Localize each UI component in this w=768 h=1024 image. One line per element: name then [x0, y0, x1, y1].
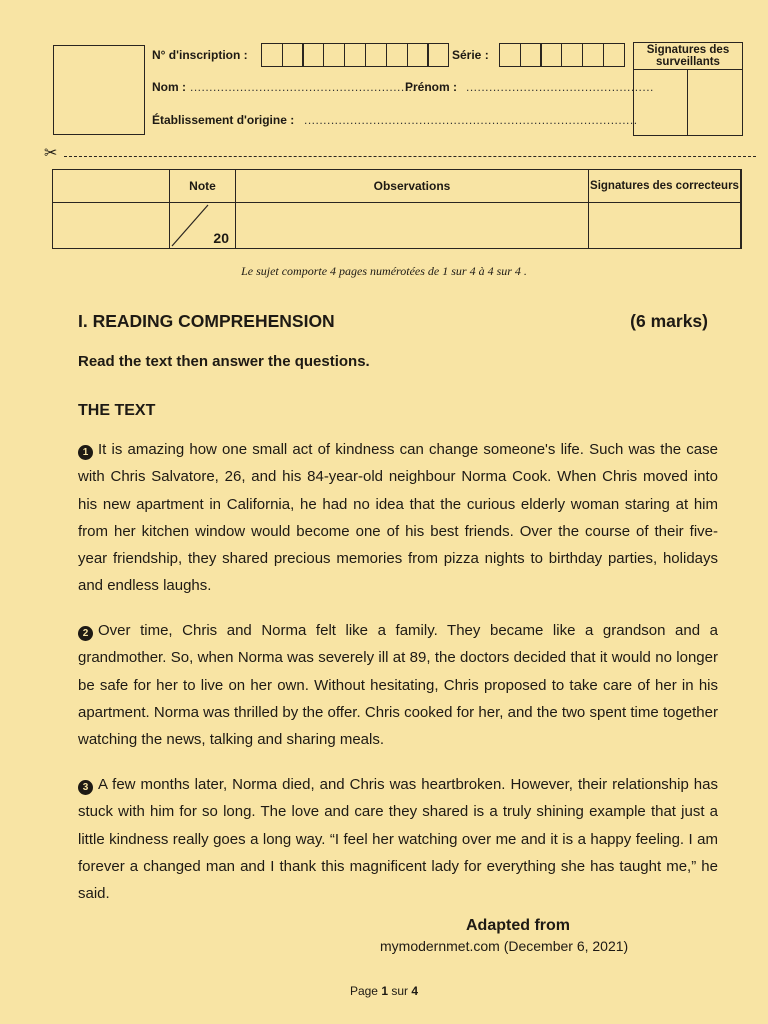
- source-citation: mymodernmet.com (December 6, 2021): [380, 938, 629, 954]
- scissors-icon: ✂: [44, 145, 58, 162]
- inscription-number-cells[interactable]: [262, 43, 449, 67]
- marks-table: [52, 169, 742, 249]
- page-total: 4: [411, 984, 419, 998]
- page-count-note: Le sujet comporte 4 pages numérotées de 1 sur 4 à 4 sur 4 .: [241, 264, 527, 278]
- paragraph-1: [78, 436, 718, 600]
- empty-spacer-cell: [741, 203, 742, 249]
- text-heading: THE TEXT: [78, 402, 156, 419]
- page-current: 1: [381, 984, 388, 998]
- observations-cell[interactable]: [236, 203, 589, 249]
- etablissement-field[interactable]: .......................................................................................: [304, 113, 638, 127]
- serie-cells[interactable]: [500, 43, 625, 67]
- section-marks: (6 marks): [630, 311, 708, 331]
- paragraph-text: It is amazing how one small act of kindness can change someone's life. Such was the case with Chris Salvatore, 26, and his 84-year-old neighbour Norma Cook. When Chris moved into his new apartment in California, he had no idea that the curious elderly woman staring at him from her kitchen window would become one of his best friends. Over the course of their five-year friendship, they shared precious memories from pizza nights to birthday parties, holidays and endless laughs.: [78, 441, 718, 595]
- page-sur: sur: [391, 984, 409, 998]
- note-total: 20: [213, 230, 229, 246]
- nom-field[interactable]: ...........................................................: [190, 80, 417, 94]
- paragraph-number-icon: 3: [78, 780, 93, 795]
- instruction: Read the text then answer the questions.: [78, 353, 370, 370]
- blank-header-cell: [53, 170, 170, 203]
- signature-divider: [687, 70, 688, 135]
- dashed-divider: [64, 156, 756, 157]
- nom-label: Nom :: [152, 80, 186, 94]
- cut-line: [44, 145, 756, 162]
- paragraph-2: [78, 617, 718, 753]
- paragraph-number-icon: 1: [78, 445, 93, 460]
- correcteurs-signature-header: Signatures des correcteurs: [589, 170, 741, 203]
- section-title: I. READING COMPREHENSION: [78, 311, 335, 331]
- surveillants-signature-box: [633, 42, 743, 136]
- paragraph-number-icon: 2: [78, 626, 93, 641]
- etablissement-label: Établissement d'origine :: [152, 113, 295, 127]
- photo-box: [53, 45, 145, 135]
- prenom-label: Prénom :: [405, 80, 458, 94]
- serie-label: Série :: [452, 48, 489, 62]
- paragraph-text: Over time, Chris and Norma felt like a family. They became like a grandson and a grandmother. So, when Norma was severely ill at 89, the doctors decided that it would no longer be safe for her to live on her own. Without hesitating, Chris proposed to take care of her in his apartment. Norma was thrilled by the offer. Chris cooked for her, and the two spent time together watching the news, talking and sharing meals.: [78, 622, 718, 749]
- empty-spacer-cell: [741, 170, 742, 203]
- adapted-from: Adapted from: [466, 917, 570, 934]
- note-header: Note: [170, 170, 236, 203]
- correcteurs-signature-cell[interactable]: [589, 203, 741, 249]
- paragraph-text: A few months later, Norma died, and Chris was heartbroken. However, their relationship has stuck with him for so long. The love and care they shared is a truly shining example that just a little kindness really goes a long way. “I feel her watching over me and it is a happy feeling. I am forever a changed man and I thank this magnificent lady for everything she has taught me,” he said.: [78, 776, 718, 903]
- paragraph-3: [78, 771, 718, 907]
- prenom-field[interactable]: .................................................: [466, 80, 654, 94]
- blank-cell: [53, 203, 170, 249]
- surveillants-signature-title: Signatures des surveillants: [634, 43, 742, 70]
- page-prefix: Page: [349, 984, 378, 998]
- page-number: [0, 984, 768, 998]
- note-cell[interactable]: [170, 203, 236, 249]
- inscription-label: N° d'inscription :: [152, 48, 248, 62]
- observations-header: Observations: [236, 170, 589, 203]
